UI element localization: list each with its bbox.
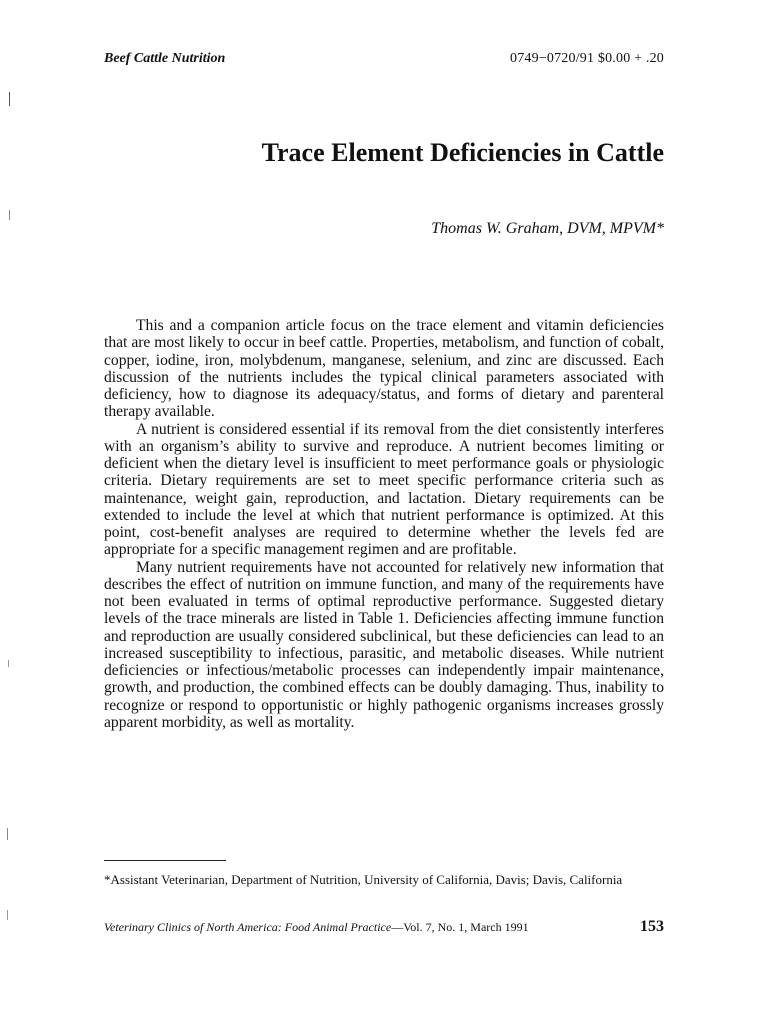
article-body	[104, 317, 664, 731]
body-paragraph: A nutrient is considered essential if its removal from the diet consistently interferes with an organism’s ability to survive and reproduce. A nutrient becomes limiting or deficient when the dietary level is insufficient to meet performance goals or physiologic criteria. Dietary requirements are set to meet specific performance criteria such as maintenance, weight gain, reproduction, and lactation. Dietary requirements can be extended to include the level at which that nutrient performance is optimized. At this point, cost-benefit analyses are required to determine whether the levels fed are appropriate for a specific management regimen and are profitable.	[104, 420, 664, 559]
article-author: Thomas W. Graham, DVM, MPVM*	[431, 220, 664, 237]
scan-artifact-mark	[7, 828, 8, 840]
page-number: 153	[640, 918, 664, 935]
page-footer	[104, 918, 664, 936]
running-head	[104, 51, 664, 67]
scan-artifact-mark	[7, 910, 8, 920]
scan-artifact-mark	[9, 210, 10, 220]
scan-artifact-mark	[8, 660, 9, 667]
article-title: Trace Element Deficiencies in Cattle	[261, 138, 664, 167]
footnote-divider	[104, 860, 226, 861]
running-head-journal: Beef Cattle Nutrition	[104, 51, 226, 66]
footer-issue: —Vol. 7, No. 1, March 1991	[391, 920, 529, 934]
footer-journal-name: Veterinary Clinics of North America: Food Animal Practice	[104, 920, 392, 934]
author-affiliation-footnote: *Assistant Veterinarian, Department of Nutrition, University of California, Davis; Davis, California	[104, 872, 623, 887]
journal-citation	[104, 919, 529, 935]
copyright-code: 0749−0720/91 $0.00 + .20	[510, 51, 664, 66]
body-paragraph: This and a companion article focus on the trace element and vitamin deficiencies that are most likely to occur in beef cattle. Properties, metabolism, and function of cobalt, copper, iodine, iron, molybdenum, manganese, selenium, and zinc are discussed. Each discussion of the nutrients includes the typical clinical parameters associated with deficiency, how to diagnose its adequacy/status, and forms of dietary and parenteral therapy available.	[104, 317, 664, 421]
scan-artifact-mark	[9, 92, 10, 106]
body-paragraph: Many nutrient requirements have not accounted for relatively new information that describes the effect of nutrition on immune function, and many of the requirements have not been evaluated in terms of optimal reproductive performance. Suggested dietary levels of the trace minerals are listed in Table 1. Deficiencies affecting immune function and reproduction are usually considered subclinical, but these deficiencies can lead to an increased susceptibility to infectious, parasitic, and metabolic diseases. While nutrient deficiencies or infectious/metabolic processes can independently impair maintenance, growth, and production, the combined effects can be doubly damaging. Thus, inability to recognize or respond to opportunistic or highly pathogenic organisms increases grossly apparent morbidity, as well as mortality.	[104, 558, 664, 731]
